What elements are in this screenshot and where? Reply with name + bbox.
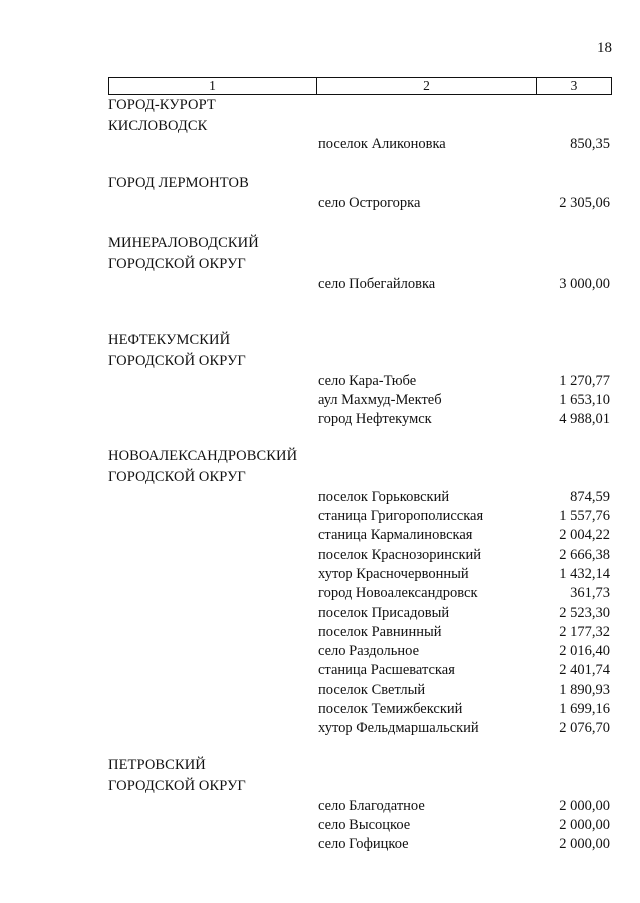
settlement-row: [108, 372, 610, 391]
settlement-amount: 850,35: [570, 136, 610, 152]
settlement-name: село Благодатное: [318, 797, 425, 814]
settlement-row: [108, 488, 610, 507]
settlement-amount: 2 004,22: [559, 527, 610, 544]
district-section: [108, 173, 610, 213]
settlement-amount: 1 432,14: [559, 565, 610, 582]
settlement-amount: 1 653,10: [559, 392, 610, 409]
settlement-row: [108, 565, 610, 584]
settlement-amount: 1 557,76: [559, 508, 610, 525]
settlement-name: поселок Аликоновка: [318, 136, 446, 152]
settlement-row: [108, 507, 610, 526]
settlement-row: [108, 194, 610, 213]
district-title: [108, 173, 308, 194]
settlement-amount: 2 000,00: [559, 797, 610, 814]
settlement-row: [108, 661, 610, 680]
settlement-name: хутор Фельдмаршальский: [318, 720, 479, 737]
district-title-line: ГОРОДСКОЙ ОКРУГ: [108, 352, 246, 369]
settlement-amount: 4 988,01: [559, 411, 610, 428]
settlement-amount: 2 177,32: [559, 623, 610, 640]
settlement-row: [108, 719, 610, 738]
district-title: [108, 446, 308, 488]
column-header-3: 3: [537, 78, 612, 95]
district-title-line: ГОРОДСКОЙ ОКРУГ: [108, 468, 246, 485]
settlement-name: село Высоцкое: [318, 816, 411, 833]
settlement-row: [108, 584, 610, 603]
settlement-name: город Нефтекумск: [318, 411, 432, 428]
settlement-name: станица Григорополисская: [318, 508, 484, 525]
settlement-name: село Раздольное: [318, 643, 420, 660]
settlement-row: [108, 391, 610, 410]
settlement-row: [108, 410, 610, 429]
settlement-amount: 361,73: [570, 585, 610, 602]
settlement-amount: 2 401,74: [559, 662, 610, 679]
settlement-name: поселок Краснозоринский: [318, 546, 482, 563]
settlement-name: хутор Красночервонный: [318, 565, 469, 582]
settlement-amount: 2 666,38: [559, 546, 610, 563]
district-title: [108, 95, 308, 137]
settlement-amount: 2 016,40: [559, 643, 610, 660]
district-title-line: ПЕТРОВСКИЙ: [108, 756, 206, 773]
settlement-amount: 1 699,16: [559, 701, 610, 718]
settlement-amount: 2 523,30: [559, 604, 610, 621]
settlement-amount: 874,59: [570, 488, 610, 505]
settlement-name: станица Расшеватская: [318, 662, 455, 679]
settlement-row: [108, 835, 610, 854]
settlement-name: станица Кармалиновская: [318, 527, 473, 544]
district-title-line: НОВОАЛЕКСАНДРОВСКИЙ: [108, 447, 298, 464]
district-section: [108, 755, 610, 855]
district-title-line: ГОРОД ЛЕРМОНТОВ: [108, 175, 249, 192]
district-title-line: ГОРОДСКОЙ ОКРУГ: [108, 777, 246, 794]
district-section: [108, 446, 610, 739]
settlement-name: поселок Темижбекский: [318, 701, 463, 718]
settlement-row: [108, 623, 610, 642]
settlement-amount: 2 000,00: [559, 816, 610, 833]
district-title-line: МИНЕРАЛОВОДСКИЙ: [108, 234, 259, 251]
settlement-row: [108, 681, 610, 700]
settlement-amount: 3 000,00: [559, 275, 610, 292]
column-header-1: 1: [109, 78, 317, 95]
settlement-row: [108, 275, 610, 294]
settlement-amount: 2 076,70: [559, 720, 610, 737]
district-title: [108, 233, 308, 275]
settlement-name: поселок Равнинный: [318, 623, 442, 640]
settlement-name: поселок Светлый: [318, 681, 426, 698]
settlement-amount: 2 305,06: [559, 195, 610, 212]
district-title-line: КИСЛОВОДСК: [108, 118, 208, 134]
settlement-row: [108, 604, 610, 623]
district-list: [108, 95, 610, 855]
settlement-amount: 1 890,93: [559, 681, 610, 698]
district-section: [108, 233, 610, 294]
page-number: 18: [597, 40, 612, 56]
settlement-name: аул Махмуд-Мектеб: [318, 392, 442, 409]
district-title-line: НЕФТЕКУМСКИЙ: [108, 331, 231, 348]
settlement-name: село Побегайловка: [318, 275, 436, 292]
settlement-row: [108, 526, 610, 545]
settlement-row: [108, 546, 610, 565]
settlement-row: [108, 135, 610, 154]
district-title-line: ГОРОДСКОЙ ОКРУГ: [108, 255, 246, 272]
settlement-name: село Острогорка: [318, 195, 421, 212]
column-header-2: 2: [317, 78, 537, 95]
settlement-name: поселок Присадовый: [318, 604, 450, 621]
district-section: [108, 330, 610, 430]
settlement-row: [108, 797, 610, 816]
district-title-line: ГОРОД-КУРОРТ: [108, 97, 216, 113]
column-header-row: [109, 78, 612, 95]
settlement-name: село Гофицкое: [318, 836, 409, 853]
settlement-row: [108, 642, 610, 661]
settlement-name: поселок Горьковский: [318, 488, 450, 505]
district-title: [108, 755, 308, 797]
settlement-row: [108, 816, 610, 835]
settlement-name: село Кара-Тюбе: [318, 372, 417, 389]
column-header-table: [108, 77, 612, 95]
settlement-amount: 2 000,00: [559, 836, 610, 853]
settlement-amount: 1 270,77: [559, 372, 610, 389]
settlement-row: [108, 700, 610, 719]
district-section: [108, 95, 610, 154]
district-title: [108, 330, 308, 372]
settlement-name: город Новоалександровск: [318, 585, 478, 602]
